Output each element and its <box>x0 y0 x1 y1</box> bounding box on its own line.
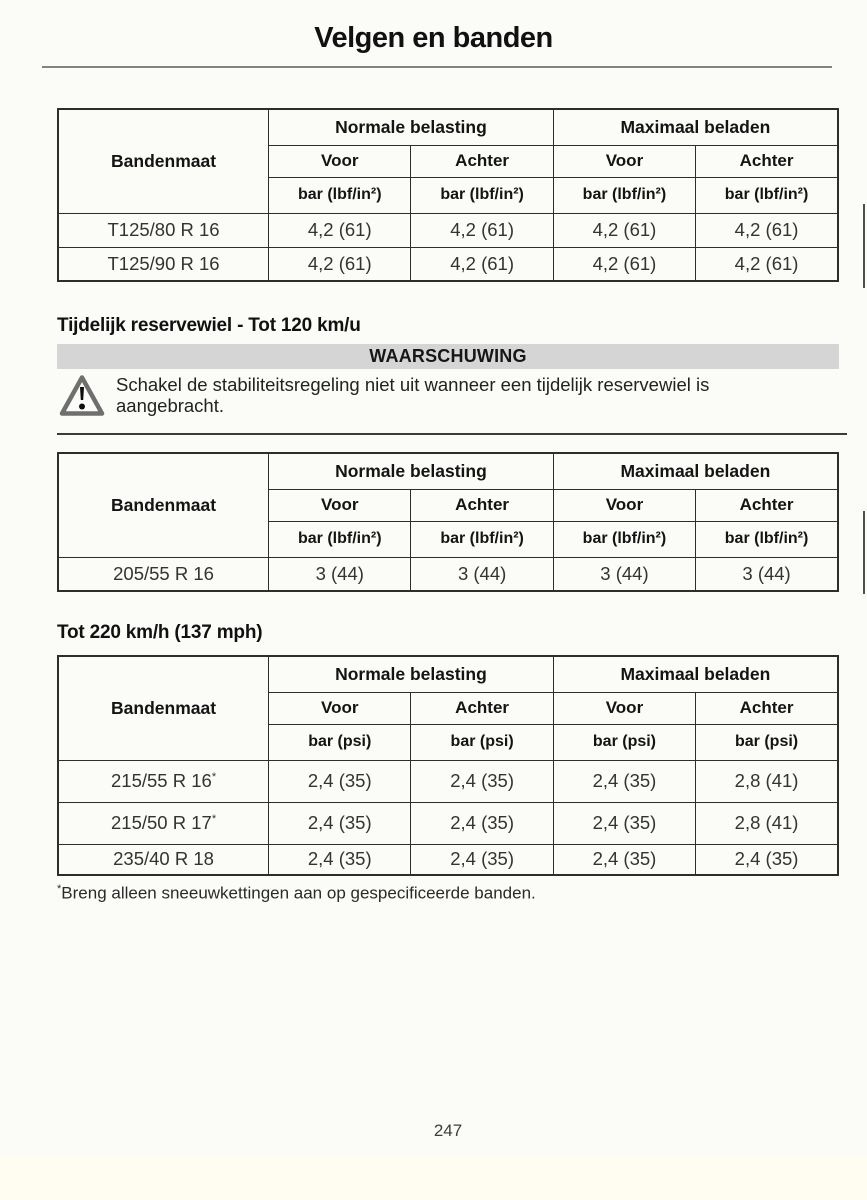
footnote-marker: * <box>211 812 217 825</box>
tire-pressure-table-spare-205 <box>57 452 839 592</box>
warning-text: Schakel de stabiliteitsregeling niet uit wanneer een tijdelijk reservewiel is aangebracht. <box>116 374 710 416</box>
table-group-header-row <box>58 656 838 692</box>
pressure-cell: 2,4 (35) <box>269 802 411 844</box>
section-heading-temporary-spare: Tijdelijk reservewiel - Tot 120 km/u <box>57 315 361 336</box>
scan-edge-artifact <box>863 204 865 288</box>
pressure-cell: 4,2 (61) <box>553 247 695 281</box>
pressure-cell: 3 (44) <box>696 557 838 591</box>
pressure-cell: 2,4 (35) <box>411 802 553 844</box>
col-header-front: Voor <box>269 692 411 724</box>
footnote <box>57 883 839 904</box>
scan-bottom-band <box>0 1156 867 1200</box>
col-header-tire-size: Bandenmaat <box>58 656 269 760</box>
table-group-header-row <box>58 453 838 489</box>
section-heading-speed-220: Tot 220 km/h (137 mph) <box>57 622 263 643</box>
pressure-cell: 4,2 (61) <box>269 213 411 247</box>
tire-size-cell: 215/50 R 17* <box>58 802 269 844</box>
pressure-cell: 4,2 (61) <box>269 247 411 281</box>
col-header-rear: Achter <box>696 489 838 521</box>
page-content <box>57 108 839 904</box>
col-header-rear: Achter <box>411 692 553 724</box>
table-row <box>58 247 838 281</box>
pressure-cell: 3 (44) <box>411 557 553 591</box>
col-header-front: Voor <box>553 145 695 177</box>
warning-block <box>57 374 839 422</box>
pressure-cell: 2,4 (35) <box>411 844 553 875</box>
tire-size-cell: T125/90 R 16 <box>58 247 269 281</box>
pressure-cell: 3 (44) <box>553 557 695 591</box>
footnote-marker: * <box>57 883 62 895</box>
page-title: Velgen en banden <box>314 22 553 54</box>
table-group-header-row <box>58 109 838 145</box>
section-divider <box>57 433 847 435</box>
pressure-cell: 2,4 (35) <box>553 760 695 802</box>
table-row <box>58 760 838 802</box>
pressure-cell: 4,2 (61) <box>411 247 553 281</box>
col-header-front: Voor <box>553 692 695 724</box>
pressure-cell: 2,4 (35) <box>269 760 411 802</box>
pressure-cell: 4,2 (61) <box>696 213 838 247</box>
unit-label: bar (psi) <box>269 724 411 760</box>
pressure-cell: 2,8 (41) <box>696 760 838 802</box>
pressure-cell: 2,4 (35) <box>696 844 838 875</box>
pressure-cell: 2,8 (41) <box>696 802 838 844</box>
scan-edge-artifact <box>863 511 865 594</box>
pressure-cell: 2,4 (35) <box>411 760 553 802</box>
col-header-rear: Achter <box>696 692 838 724</box>
col-group-normal-load: Normale belasting <box>269 453 554 489</box>
table-row <box>58 844 838 875</box>
title-divider <box>42 66 832 68</box>
col-header-tire-size: Bandenmaat <box>58 453 269 557</box>
col-group-max-load: Maximaal beladen <box>553 656 838 692</box>
unit-label: bar (psi) <box>553 724 695 760</box>
tire-size-cell: 235/40 R 18 <box>58 844 269 875</box>
col-header-front: Voor <box>269 489 411 521</box>
col-group-normal-load: Normale belasting <box>269 109 554 145</box>
col-group-normal-load: Normale belasting <box>269 656 554 692</box>
unit-label: bar (lbf/in²) <box>553 177 695 213</box>
unit-label: bar (psi) <box>411 724 553 760</box>
tire-pressure-table-speed-220 <box>57 655 839 876</box>
col-header-rear: Achter <box>696 145 838 177</box>
col-header-front: Voor <box>269 145 411 177</box>
col-header-rear: Achter <box>411 145 553 177</box>
page-number: 247 <box>433 1121 463 1140</box>
footnote-text: Breng alleen sneeuwkettingen aan op gespecificeerde banden. <box>61 883 536 903</box>
pressure-cell: 2,4 (35) <box>553 844 695 875</box>
pressure-cell: 2,4 (35) <box>553 802 695 844</box>
col-group-max-load: Maximaal beladen <box>553 109 838 145</box>
table-row <box>58 557 838 591</box>
table-row <box>58 802 838 844</box>
pressure-cell: 4,2 (61) <box>553 213 695 247</box>
col-header-tire-size: Bandenmaat <box>58 109 269 213</box>
tire-size-cell: 215/55 R 16* <box>58 760 269 802</box>
col-group-max-load: Maximaal beladen <box>553 453 838 489</box>
warning-banner: WAARSCHUWING <box>57 344 839 369</box>
tire-size-cell: 205/55 R 16 <box>58 557 269 591</box>
pressure-cell: 4,2 (61) <box>411 213 553 247</box>
unit-label: bar (lbf/in²) <box>411 177 553 213</box>
pressure-cell: 4,2 (61) <box>696 247 838 281</box>
pressure-cell: 3 (44) <box>269 557 411 591</box>
unit-label: bar (lbf/in²) <box>553 521 695 557</box>
col-header-rear: Achter <box>411 489 553 521</box>
tire-size-cell: T125/80 R 16 <box>58 213 269 247</box>
tire-pressure-table-spare-t125 <box>57 108 839 282</box>
unit-label: bar (lbf/in²) <box>269 521 411 557</box>
warning-triangle-icon <box>59 374 105 422</box>
unit-label: bar (lbf/in²) <box>696 521 838 557</box>
col-header-front: Voor <box>553 489 695 521</box>
footnote-marker: * <box>211 770 217 783</box>
pressure-cell: 2,4 (35) <box>269 844 411 875</box>
unit-label: bar (psi) <box>696 724 838 760</box>
unit-label: bar (lbf/in²) <box>269 177 411 213</box>
unit-label: bar (lbf/in²) <box>696 177 838 213</box>
unit-label: bar (lbf/in²) <box>411 521 553 557</box>
table-row <box>58 213 838 247</box>
